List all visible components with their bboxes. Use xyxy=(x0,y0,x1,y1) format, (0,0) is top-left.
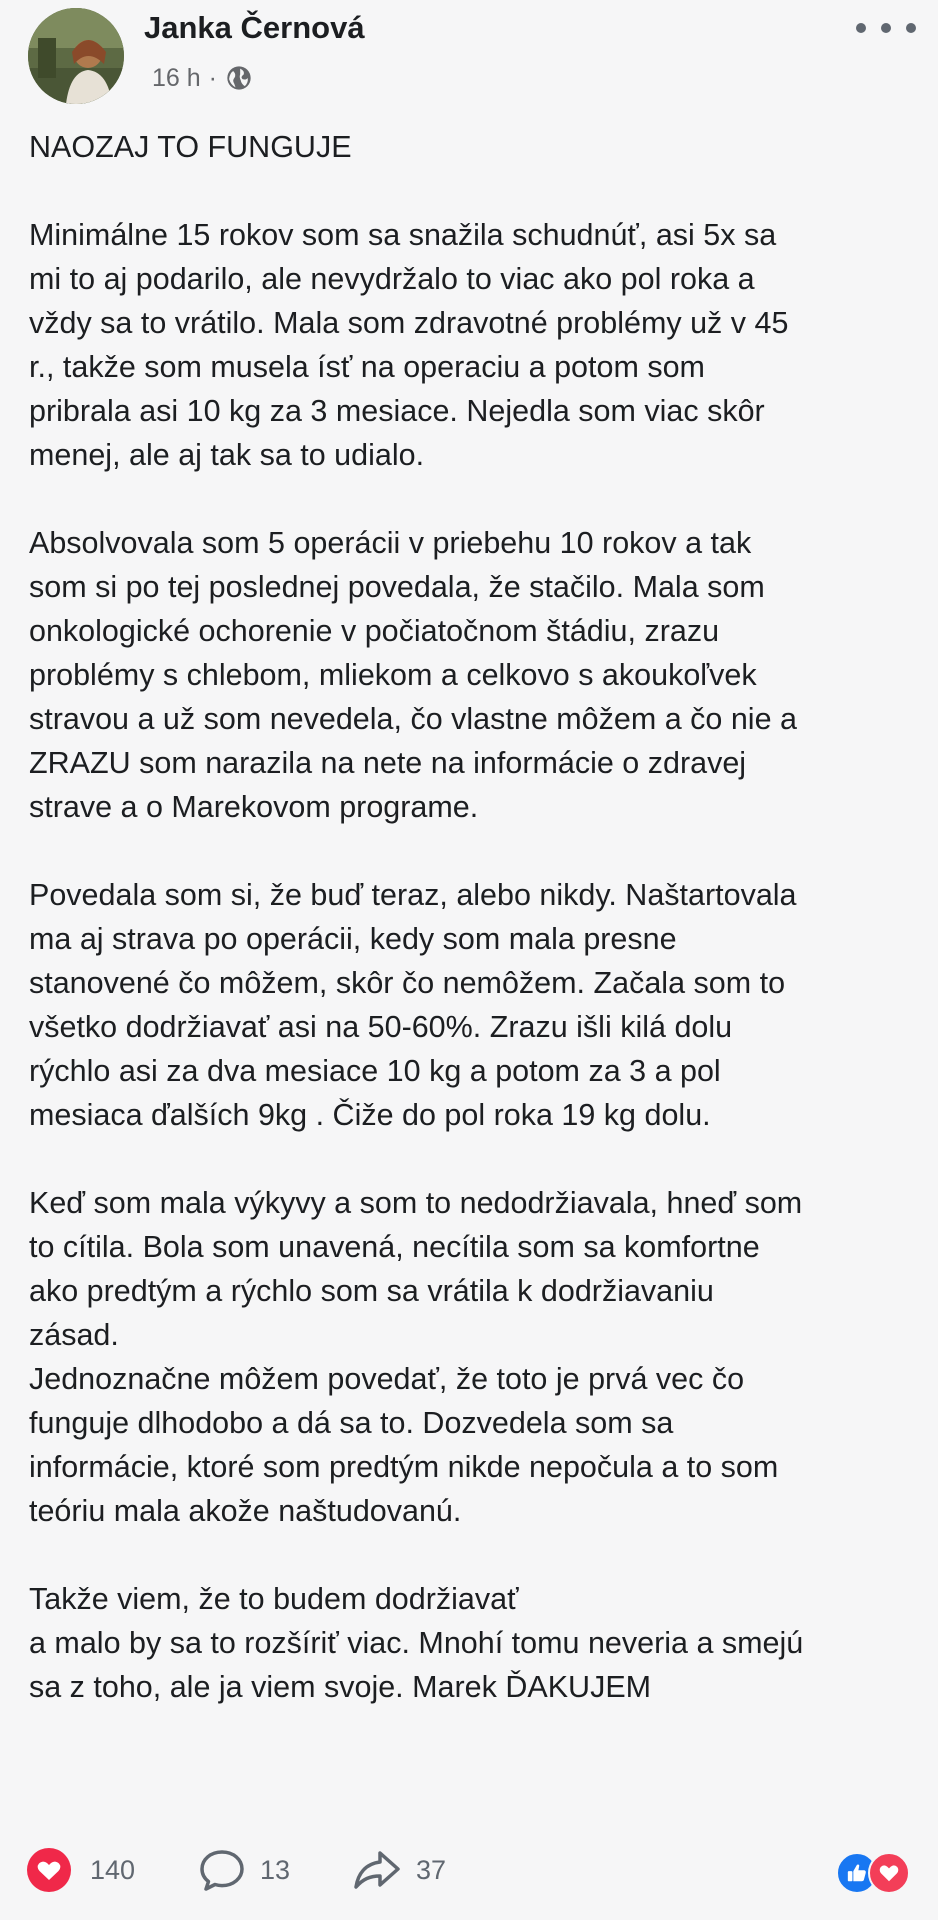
post-text-line: stravou a už som nevedela, čo vlastne môžem a čo nie a xyxy=(29,702,797,736)
heart-small-icon xyxy=(878,1862,900,1884)
comment-button[interactable] xyxy=(198,1838,290,1902)
post-time[interactable]: 16 h xyxy=(152,63,201,92)
more-dot xyxy=(881,23,891,33)
avatar-photo xyxy=(28,8,124,104)
post-text-line: informácie, ktoré som predtým nikde nepočula a to som xyxy=(29,1450,779,1484)
share-icon xyxy=(352,1847,402,1893)
comment-count: 13 xyxy=(260,1854,291,1885)
post-text-line: stanovené čo môžem, skôr čo nemôžem. Začala som to xyxy=(29,966,786,1000)
post-text-line: mi to aj podarilo, ale nevydržalo to viac ako pol roka a xyxy=(29,262,755,296)
post-actions xyxy=(0,1838,938,1902)
share-button[interactable] xyxy=(352,1838,446,1902)
post-text-line: a malo by sa to rozšíriť viac. Mnohí tomu neveria a smejú xyxy=(29,1626,804,1660)
paragraph-gap xyxy=(29,169,919,213)
more-dot xyxy=(906,23,916,33)
love-reaction-icon xyxy=(868,1852,910,1894)
post-text-line: Keď som mala výkyvy a som to nedodržiavala, hneď som xyxy=(29,1186,803,1220)
post-text-line: Absolvovala som 5 operácii v priebehu 10 rokov a tak xyxy=(29,526,752,560)
like-button[interactable] xyxy=(26,1838,135,1902)
meta-separator: · xyxy=(208,63,217,92)
heart-icon xyxy=(26,1847,72,1893)
thumbs-up-icon xyxy=(846,1862,868,1884)
post-text-line: onkologické ochorenie v počiatočnom štádiu, zrazu xyxy=(29,614,720,648)
post-text-line: strave a o Marekovom programe. xyxy=(29,790,479,824)
post-text-line: to cítila. Bola som unavená, necítila som sa komfortne xyxy=(29,1230,760,1264)
post-text-line: pribrala asi 10 kg za 3 mesiace. Nejedla som viac skôr xyxy=(29,394,765,428)
post-text-line: r., takže som musela ísť na operaciu a potom som xyxy=(29,350,705,384)
post-text-line: Jednoznačne môžem povedať, že toto je prvá vec čo xyxy=(29,1362,745,1396)
comment-icon xyxy=(198,1847,246,1893)
post-text-line: menej, ale aj tak sa to udialo. xyxy=(29,438,425,472)
post-text-line: teóriu mala akože naštudovanú. xyxy=(29,1494,462,1528)
more-dot xyxy=(856,23,866,33)
post-text-line: zásad. xyxy=(29,1318,119,1352)
post-text-line: Povedala som si, že buď teraz, alebo nikdy. Naštartovala xyxy=(29,878,797,912)
post-text xyxy=(29,125,919,1709)
paragraph-gap xyxy=(29,829,919,873)
post-text-line: mesiaca ďalších 9kg . Čiže do pol roka 19 kg dolu. xyxy=(29,1098,711,1132)
post-text-line: problémy s chlebom, mliekom a celkovo s akoukoľvek xyxy=(29,658,757,692)
post-text-line: Takže viem, že to budem dodržiavať xyxy=(29,1582,519,1616)
like-count: 140 xyxy=(90,1854,136,1885)
paragraph-gap xyxy=(29,1137,919,1181)
post-text-line: rýchlo asi za dva mesiace 10 kg a potom za 3 a pol xyxy=(29,1054,721,1088)
reaction-summary[interactable] xyxy=(836,1852,910,1892)
author-avatar[interactable] xyxy=(28,8,124,104)
paragraph-gap xyxy=(29,1533,919,1577)
post-text-line: ako predtým a rýchlo som sa vrátila k dodržiavaniu xyxy=(29,1274,714,1308)
post-text-line: ZRAZU som narazila na nete na informácie o zdravej xyxy=(29,746,747,780)
post-meta xyxy=(152,60,253,96)
share-count: 37 xyxy=(416,1854,447,1885)
post-text-line: ma aj strava po operácii, kedy som mala presne xyxy=(29,922,677,956)
post-text-line: funguje dlhodobo a dá sa to. Dozvedela som sa xyxy=(29,1406,674,1440)
globe-icon xyxy=(225,64,253,92)
post-text-line: všetko dodržiavať asi na 50-60%. Zrazu išli kilá dolu xyxy=(29,1010,733,1044)
post-text-line: vždy sa to vrátilo. Mala som zdravotné problémy už v 45 xyxy=(29,306,789,340)
post-text-line: sa z toho, ale ja viem svoje. Marek ĎAKUJEM xyxy=(29,1670,652,1704)
post-header xyxy=(0,0,938,112)
post-text-line: Minimálne 15 rokov som sa snažila schudnúť, asi 5x sa xyxy=(29,218,777,252)
paragraph-gap xyxy=(29,477,919,521)
post-headline: NAOZAJ TO FUNGUJE xyxy=(29,130,352,164)
more-options-icon[interactable] xyxy=(856,10,916,46)
author-name[interactable]: Janka Černová xyxy=(144,10,365,45)
post-text-line: som si po tej poslednej povedala, že stačilo. Mala som xyxy=(29,570,765,604)
